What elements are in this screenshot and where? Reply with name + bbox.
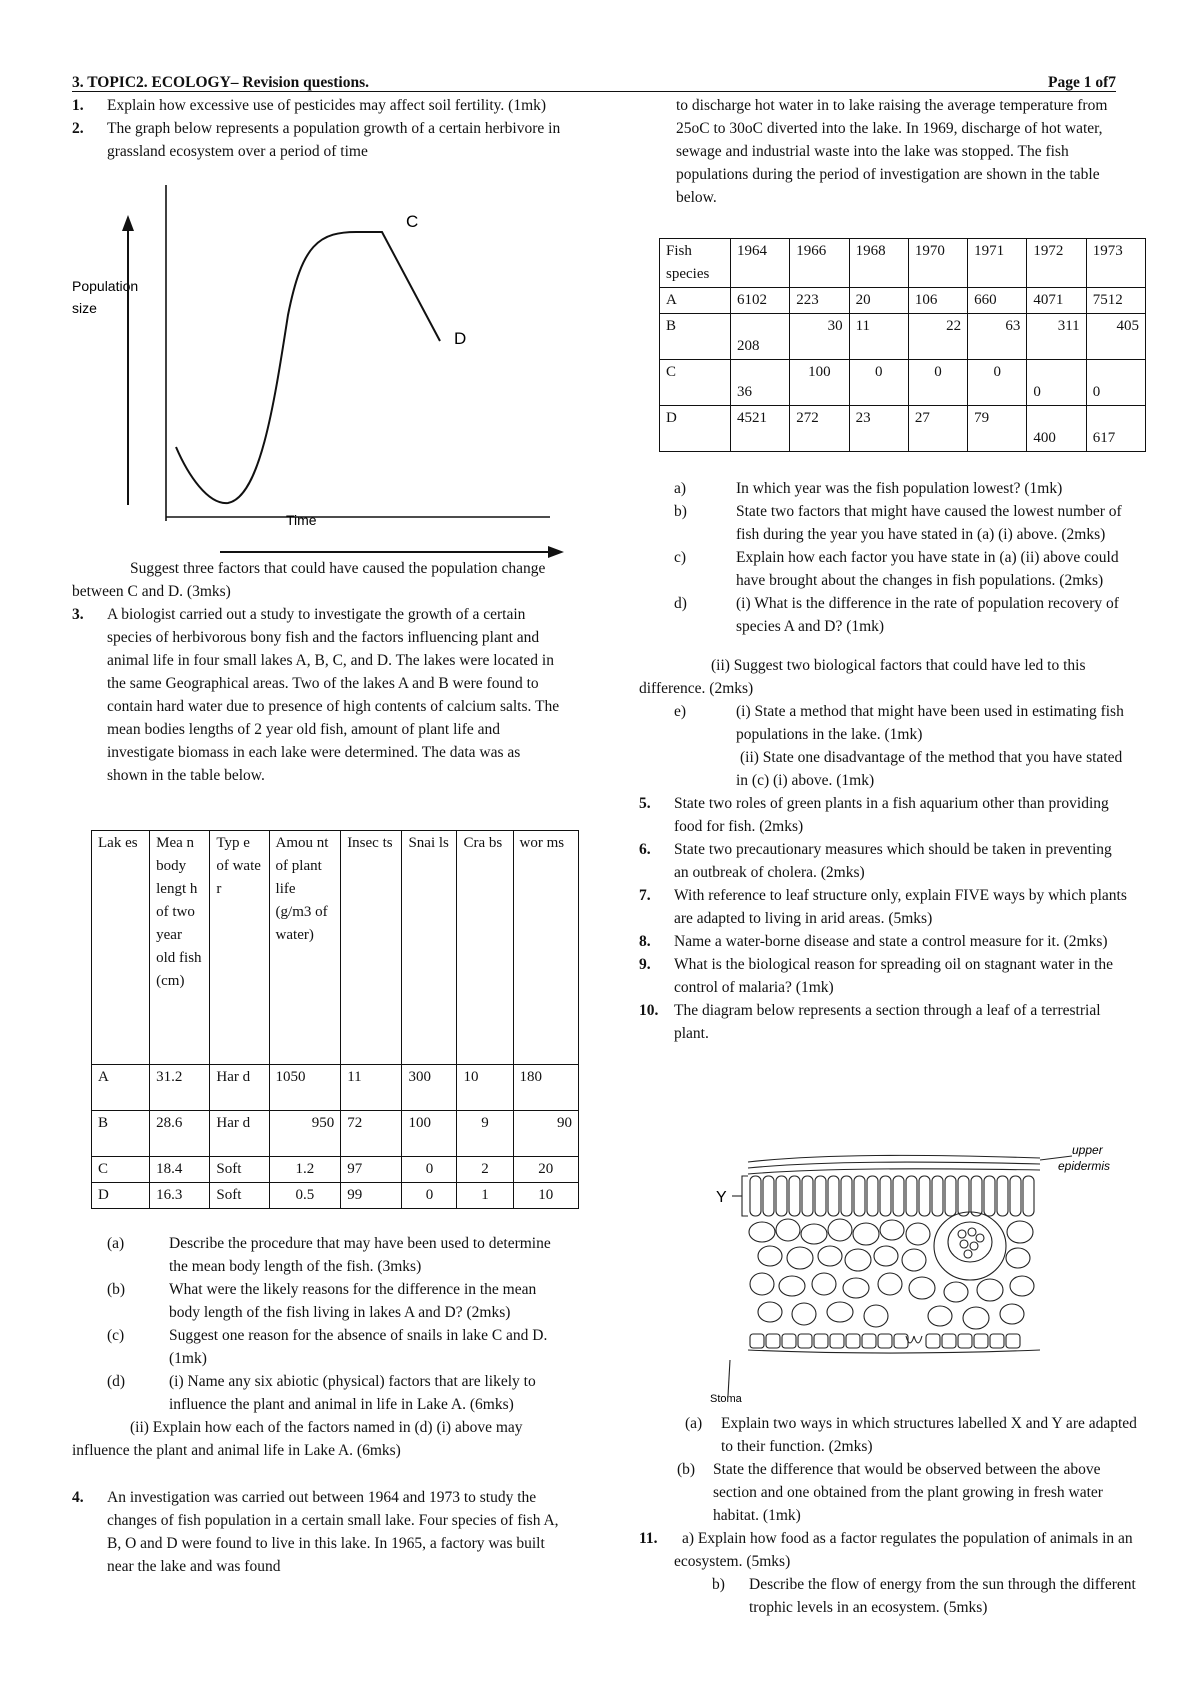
question-5: 5. State two roles of green plants in a fish aquarium other than providing food for fish. (2mks) [639, 795, 1109, 835]
population-graph [64, 185, 574, 565]
table-row: D 16.3 Soft 0.5 99 0 1 10 [92, 1183, 579, 1209]
question-2-task: Suggest three factors that could have caused the population change between C and D. (3mks) [72, 560, 546, 600]
table-header-cell: 1970 [908, 239, 967, 288]
graph-ylabel-2: size [72, 300, 97, 316]
question-3-part-a: (a) Describe the procedure that may have been used to determine the mean body length of the fish. (3mks) [107, 1235, 551, 1275]
question-6: 6. State two precautionary measures which should be taken in preventing an outbreak of cholera. (2mks) [639, 841, 1112, 881]
table-header-cell: Lak es [92, 831, 150, 1065]
question-7: 7. With reference to leaf structure only, explain FIVE ways by which plants are adapted to living in arid areas. (5mks) [639, 887, 1127, 927]
question-3-part-c: (c) Suggest one reason for the absence of snails in lake C and D. (1mk) [107, 1327, 548, 1367]
palisade-layer [750, 1176, 1034, 1216]
y-arrowhead [122, 215, 134, 231]
table-row: D 4521 272 23 27 79 400 617 [660, 406, 1146, 452]
question-2: 2. The graph below represents a population growth of a certain herbivore in grassland ecosystem over a period of time [72, 120, 561, 160]
table-header-cell: Fish species [660, 239, 731, 288]
leaf-section-diagram [700, 1134, 1120, 1404]
population-curve [176, 232, 440, 503]
header-title: 3. TOPIC2. ECOLOGY– Revision questions. [72, 74, 369, 91]
graph-xlabel: Time [286, 512, 317, 528]
question-3: 3. A biologist carried out a study to investigate the growth of a certain species of herbivorous bony fish and the factors influencing plant and animal life in four small lakes A, B, C, and D. The lakes were located in the same Geographical areas. Two of the lakes A and B were found to contain hard water due to presence of high contents of calcium salts. The mean bodies lengths of 2 year old fish, amount of plant life and investigate biomass in each lake were determined. The data was as shown in the table below. [72, 606, 560, 784]
table-header-cell: Amou nt of plant life (g/m3 of water) [269, 831, 341, 1065]
question-4-parts [639, 477, 1129, 1045]
fish-population-table [659, 238, 1146, 452]
page-header [72, 71, 1116, 92]
label-upper-epidermis: upper [1072, 1143, 1103, 1157]
page-number: Page 1 of7 [1047, 74, 1116, 91]
label-y: Y [716, 1189, 727, 1206]
question-3-part-d-ii: (ii) Explain how each of the factors named in (d) (i) above may influence the plant and animal life in Lake A. (6mks) [72, 1419, 523, 1459]
table-header-cell: 1966 [790, 239, 849, 288]
lakes-table [91, 830, 579, 1209]
question-4-part-d-ii: (ii) Suggest two biological factors that could have led to this difference. (2mks) [639, 657, 1086, 697]
question-10: 10. The diagram below represents a section through a leaf of a terrestrial plant. [639, 1002, 1101, 1042]
table-row: A 31.2 Har d 1050 11 300 10 180 [92, 1065, 579, 1111]
question-10-part-b: (b) State the difference that would be observed between the above section and one obtained from the plant growing in fresh water habitat. (1mk) [677, 1461, 1103, 1524]
question-4-continued: to discharge hot water in to lake raising the average temperature from 25oC to 30oC diverted into the lake. In 1969, discharge of hot water, sewage and industrial waste into the lake was stopped. The fish populations during the period of investigation are shown in the table below. [676, 97, 1108, 206]
question-3-parts [72, 1232, 568, 1578]
question-4-part-c: c) Explain how each factor you have state in (a) (ii) above could have brought about the changes in fish populations. (2mks) [674, 549, 1119, 589]
point-d-label: D [454, 329, 467, 348]
label-upper-epidermis-2: epidermis [1058, 1159, 1111, 1173]
table-row: B 208 30 11 22 63 311 405 [660, 314, 1146, 360]
question-3-part-d: (d) (i) Name any six abiotic (physical) factors that are likely to influence the plant and animal in life in Lake A. (6mks) [107, 1373, 536, 1413]
question-4-part-b: b) State two factors that might have caused the lowest number of fish during the year you have stated in (a) (i) above. (2mks) [674, 503, 1122, 543]
question-4: 4. An investigation was carried out between 1964 and 1973 to study the changes of fish population in a certain small lake. Four species of fish A, B, O and D were found to live in this lake. In 1965, a factory was built near the lake and was found [72, 1489, 559, 1575]
table-header-cell: Insec ts [341, 831, 402, 1065]
question-4-part-d: d) (i) What is the difference in the rate of population recovery of species A and D? (1mk) [674, 595, 1119, 635]
table-header-cell: Cra bs [457, 831, 513, 1065]
question-8: 8. Name a water-borne disease and state a control measure for it. (2mks) [639, 933, 1108, 950]
graph-ylabel: Population [72, 278, 139, 294]
table-header-cell: 1964 [731, 239, 790, 288]
table-header-cell: 1972 [1027, 239, 1086, 288]
table-header-cell: 1971 [968, 239, 1027, 288]
left-column-lower [72, 557, 564, 787]
table-header-cell: Mea n body lengt h of two year old fish (cm) [150, 831, 210, 1065]
table-header-cell: Snai ls [402, 831, 457, 1065]
question-4-part-e: e) (i) State a method that might have been used in estimating fish populations in the lake. (1mk) (ii) State one disadvantage of the method that you have stated in (c) (i) above. (1mk) [674, 703, 1124, 789]
right-column [639, 94, 1121, 209]
table-row: C 18.4 Soft 1.2 97 0 2 20 [92, 1157, 579, 1183]
question-4-part-a: a) In which year was the fish population lowest? (1mk) [674, 480, 1063, 497]
table-row: A 6102 223 20 106 660 4071 7512 [660, 288, 1146, 314]
table-row: B 28.6 Har d 950 72 100 9 90 [92, 1111, 579, 1157]
question-11: 11. a) Explain how food as a factor regulates the population of animals in an ecosystem. (5mks) [639, 1530, 1133, 1570]
lower-epidermis [748, 1334, 1040, 1353]
table-header-cell: 1968 [849, 239, 908, 288]
table-header-cell: Typ e of wate r [210, 831, 269, 1065]
table-header-row [92, 831, 579, 1065]
left-column [72, 94, 564, 163]
vascular-bundle [934, 1212, 1006, 1280]
question-10-parts [639, 1412, 1139, 1619]
question-1: 1. Explain how excessive use of pesticides may affect soil fertility. (1mk) [72, 97, 547, 114]
label-stoma: Stoma [710, 1393, 742, 1404]
table-header-cell: 1973 [1086, 239, 1145, 288]
question-9: 9. What is the biological reason for spreading oil on stagnant water in the control of malaria? (1mk) [639, 956, 1114, 996]
question-11-part-b: b) Describe the flow of energy from the sun through the different trophic levels in an ecosystem. (5mks) [712, 1576, 1136, 1616]
question-3-part-b: (b) What were the likely reasons for the difference in the mean body length of the fish living in lakes A and D? (2mks) [107, 1281, 537, 1321]
question-10-part-a: (a) Explain two ways in which structures labelled X and Y are adapted to their function. (2mks) [685, 1415, 1137, 1455]
point-c-label: C [406, 212, 419, 231]
table-header-row [660, 239, 1146, 288]
table-row: C 36 100 0 0 0 0 0 [660, 360, 1146, 406]
table-header-cell: wor ms [513, 831, 578, 1065]
